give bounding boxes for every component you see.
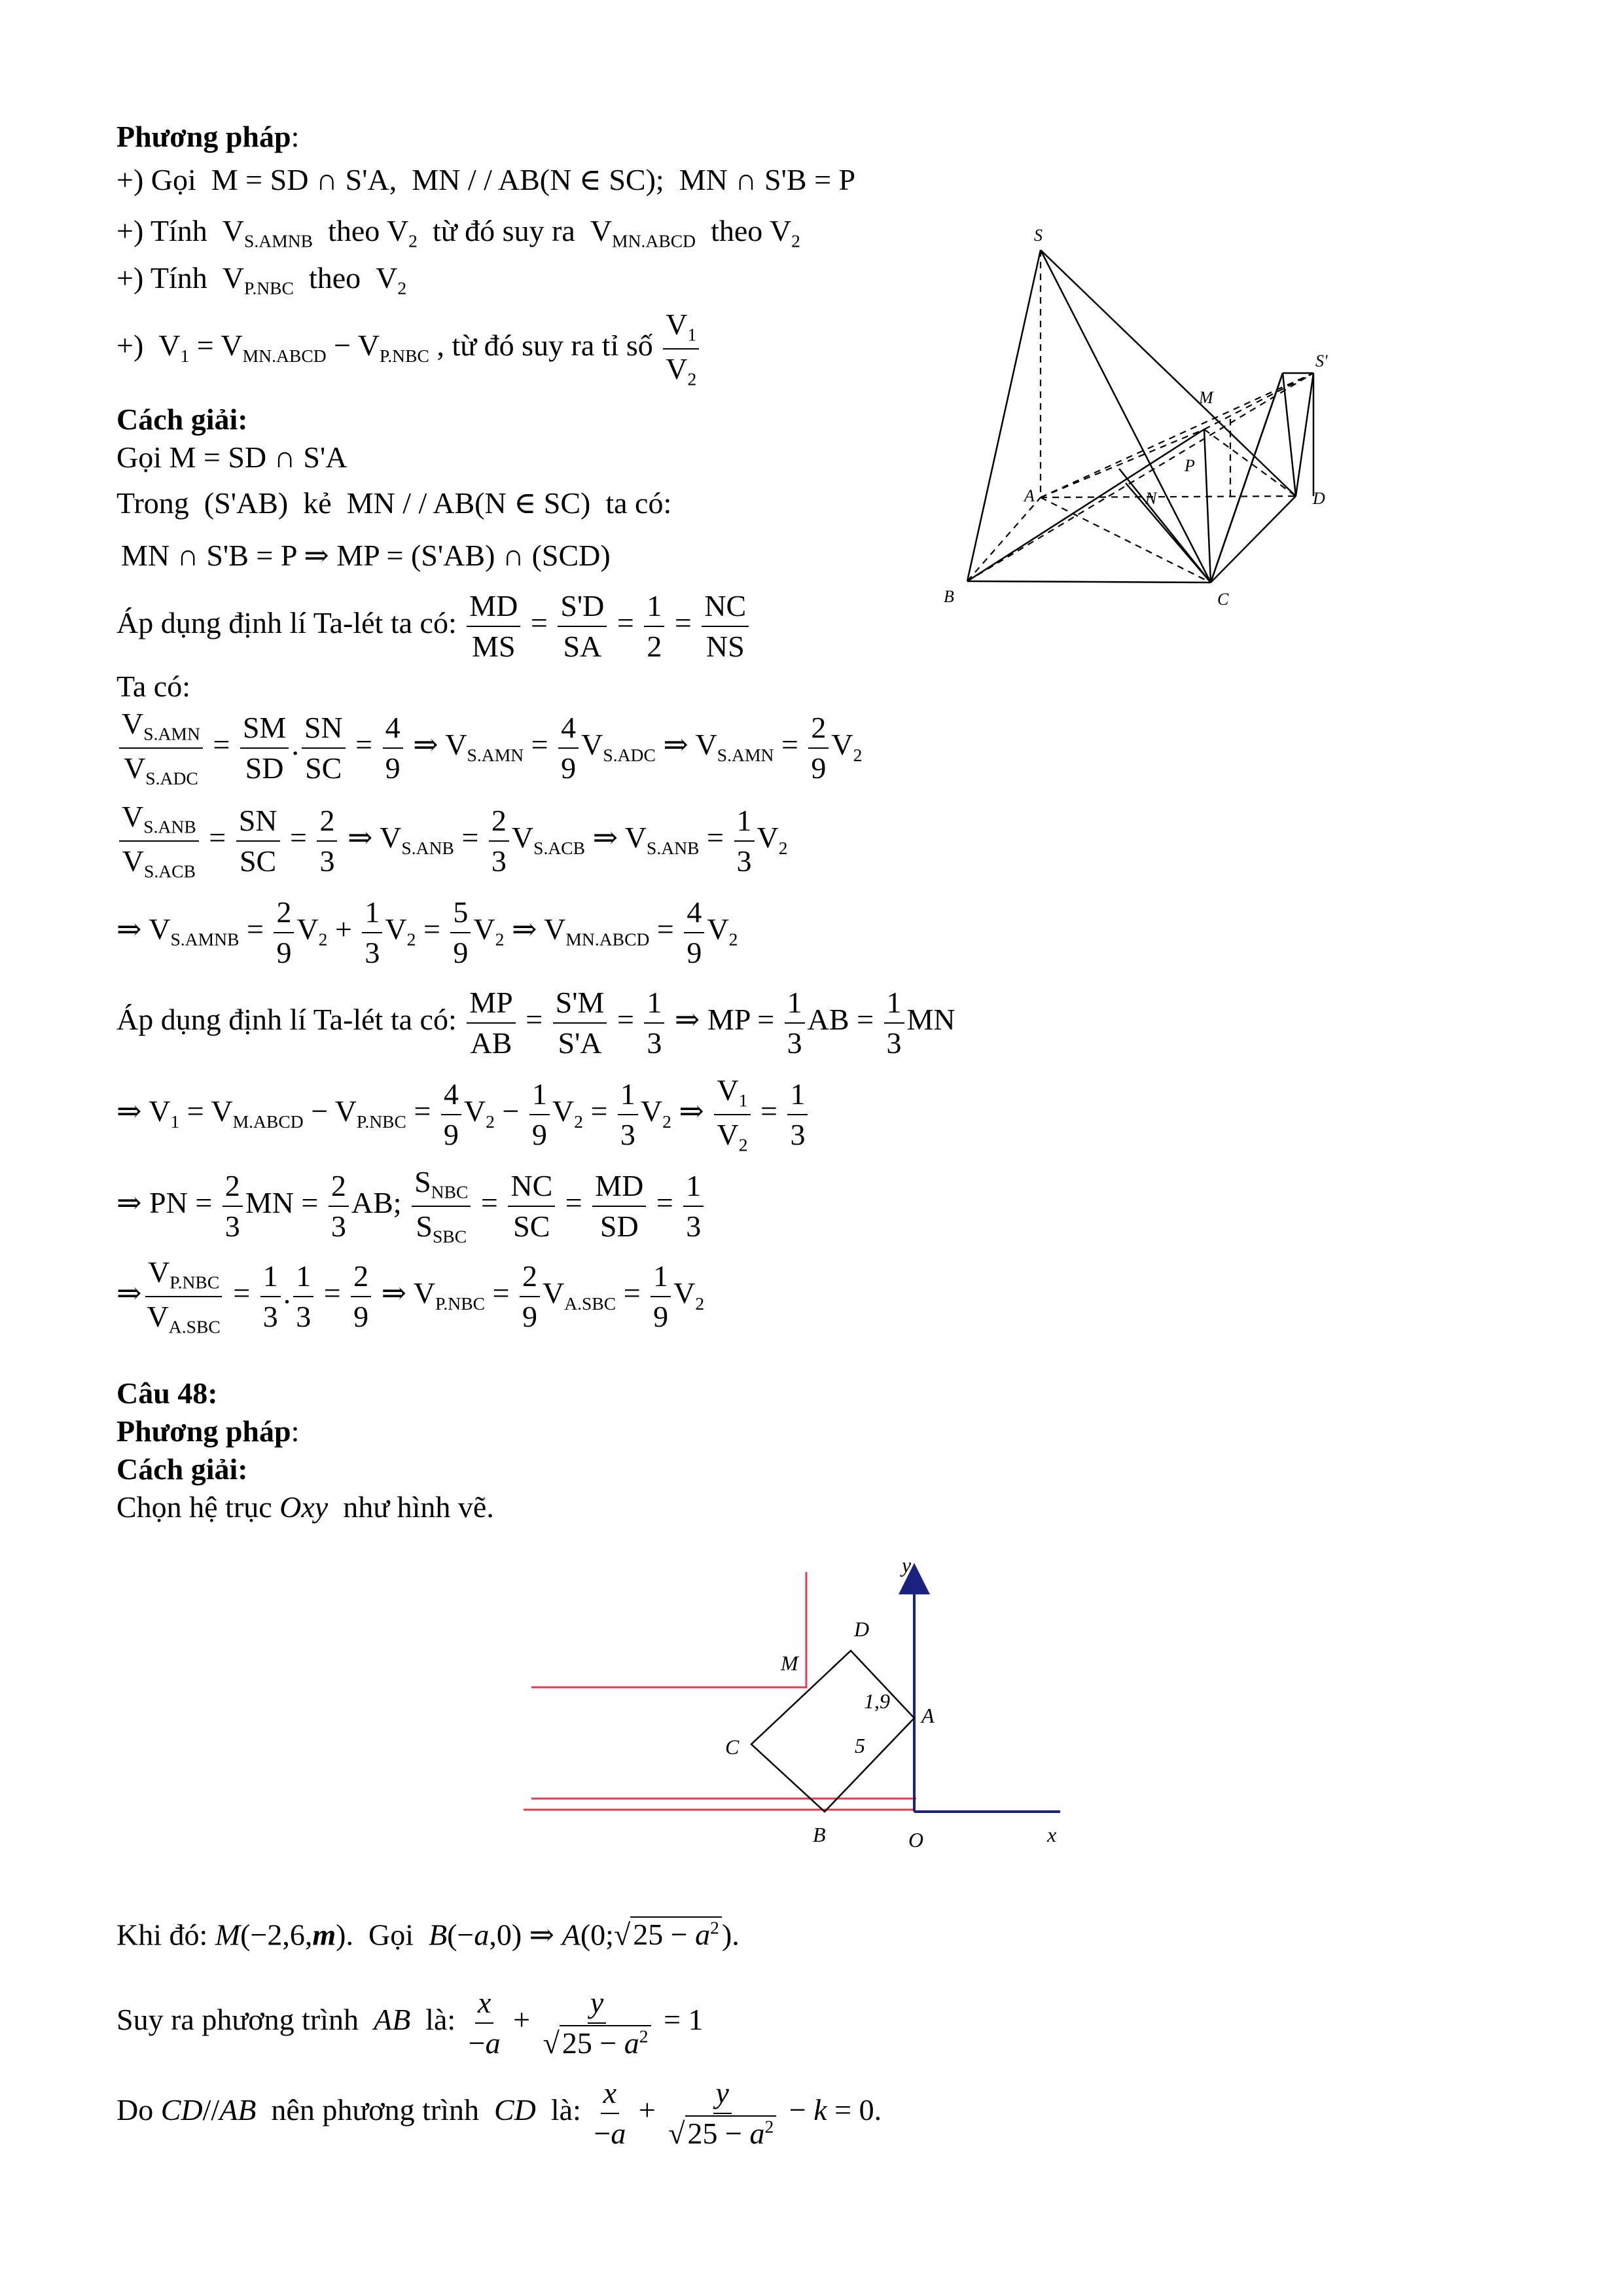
apply-talet-text: Áp dụng định lí Ta-lét ta có: — [116, 606, 457, 640]
axes-figure — [524, 1545, 1086, 1885]
solution-intro: Gọi M = SD ∩ S'A — [116, 440, 348, 474]
eq-row-1: $\frac{V_{S.AMN}}{V_{S.ADC}}$ = $\frac{SM}{SD}$ . $\frac{SN}{SC}$ = $\frac{4}{9}$ ⇒ $V_{S.AMN}$ = $\frac{4}{9}$ $V_{S.ADC}$ ⇒ $V_{S.AMN}$ = $\frac{2}{9}$ $V_2$ — [116, 707, 862, 789]
label-A: A — [1024, 486, 1035, 505]
solution-title: Cách giải: — [116, 403, 248, 436]
label-B: B — [944, 587, 954, 606]
label-B2: B — [813, 1823, 826, 1846]
label-y: y — [902, 1553, 912, 1577]
label-C2: C — [725, 1735, 740, 1759]
method-step-4: +) $V_1 = V_{MN.ABCD} - V_{P.NBC}$ , từ đó suy ra tỉ số $\frac{V_1}{V_2}$ — [116, 308, 702, 389]
label-1-9: 1,9 — [864, 1689, 890, 1713]
label-M2: M — [781, 1651, 798, 1675]
eq-row-5: ⇒ PN = $\frac{2}{3}$ MN = $\frac{2}{3}$ AB; $\frac{S_{NBC}}{S_{SBC}}$ = $\frac{NC}{SC}$ = $\frac{MD}{SD}$ = $\frac{1}{3}$ — [116, 1165, 706, 1247]
label-S: S — [1034, 226, 1043, 245]
label-N: N — [1145, 489, 1157, 508]
solution-title-48: Cách giải: — [116, 1452, 248, 1486]
question-48-title: Câu 48: — [116, 1376, 218, 1410]
label-C: C — [1217, 590, 1229, 609]
label-P: P — [1185, 456, 1195, 475]
pyramid-figure — [929, 209, 1335, 628]
eq-row-6: ⇒ $\frac{V_{P.NBC}}{V_{A.SBC}}$ = $\frac{1}{3}$ . $\frac{1}{3}$ = $\frac{2}{9}$ ⇒ $V_{P.NBC}$ = $\frac{2}{9}$ $V_{A.SBC}$ = $\frac{1}{9}$ $V_2$ — [116, 1255, 705, 1337]
choose-axes-text: Chọn hệ trục Oxy như hình vẽ. — [116, 1490, 494, 1524]
method-step-2: +) Tính $V_{S.AMNB}$ theo $V_2$ từ đó suy ra $V_{MN.ABCD}$ theo $V_2$ — [116, 214, 800, 251]
method-title-48: Phương pháp: — [116, 1414, 300, 1448]
label-5: 5 — [855, 1734, 865, 1757]
label-M: M — [1199, 388, 1213, 407]
eq-row-3: ⇒ $V_{S.AMNB}$ = $\frac{2}{9}$ $V_2$ + $\frac{1}{3}$ $V_2$ = $\frac{5}{9}$ $V_2$ ⇒ $V_{MN.ABCD}$ = $\frac{4}{9}$ $V_2$ — [116, 895, 738, 969]
label-S-prime: S' — [1315, 351, 1328, 370]
label-x: x — [1047, 1823, 1057, 1846]
eq-row-2: $\frac{V_{S.ANB}}{V_{S.ACB}}$ = $\frac{SN}{SC}$ = $\frac{2}{3}$ ⇒ $V_{S.ANB}$ = $\frac{2}{3}$ $V_{S.ACB}$ ⇒ $V_{S.ANB}$ = $\frac{1}{3}$ $V_2$ — [116, 800, 788, 882]
when-line: Khi đó: M(−2,6,m). Gọi B(−a,0) ⇒ A(0;√25 − $a^2$). — [116, 1918, 740, 1952]
method-step-3: +) Tính $V_{P.NBC}$ theo $V_2$ — [116, 261, 407, 298]
label-D: D — [1313, 489, 1325, 508]
solution-line-1: Trong (S'AB) kẻ MN / / AB(N ∈ SC) ta có: — [116, 486, 672, 520]
eq-row-4: ⇒ $V_1 = V_{M.ABCD} - V_{P.NBC}$ = $\frac{4}{9}$ $V_2$ − $\frac{1}{9}$ $V_2$ = $\frac{1}{3}$ $V_2$ ⇒ $\frac{V_1}{V_2}$ = $\frac{1}{3}$ — [116, 1073, 810, 1155]
method-step-1: +) Gọi M = SD ∩ S'A, MN / / AB(N ∈ SC); MN ∩ S'B = P — [116, 163, 856, 196]
ab-equation-line: Suy ra phương trình AB là: $\frac{x}{-a}$ + $\frac{y}{√25 - a^2}$ = 1 — [116, 1986, 704, 2060]
label-A2: A — [921, 1704, 935, 1727]
label-O: O — [908, 1828, 924, 1852]
talet-line-2: Áp dụng định lí Ta-lét ta có: $\frac{MP}{AB}$ = $\frac{S'M}{S'A}$ = $\frac{1}{3}$ ⇒ MP = $\frac{1}{3}$ AB = $\frac{1}{3}$ MN — [116, 986, 955, 1060]
cd-equation-line: Do CD//AB nên phương trình CD là: $\frac{x}{-a}$ + $\frac{y}{√25 - a^2}$ − k = 0. — [116, 2076, 882, 2150]
solution-line-2: MN ∩ S'B = P ⇒ MP = (S'AB) ∩ (SCD) — [121, 539, 611, 572]
ta-co-text: Ta có: — [116, 670, 191, 703]
label-D2: D — [854, 1617, 870, 1641]
talet-line-1: Áp dụng định lí Ta-lét ta có: $\frac{MD}{MS}$ = $\frac{S'D}{SA}$ = $\frac{1}{2}$ = $\frac{NC}{NS}$ — [116, 589, 751, 663]
method-title: Phương pháp: — [116, 120, 300, 153]
